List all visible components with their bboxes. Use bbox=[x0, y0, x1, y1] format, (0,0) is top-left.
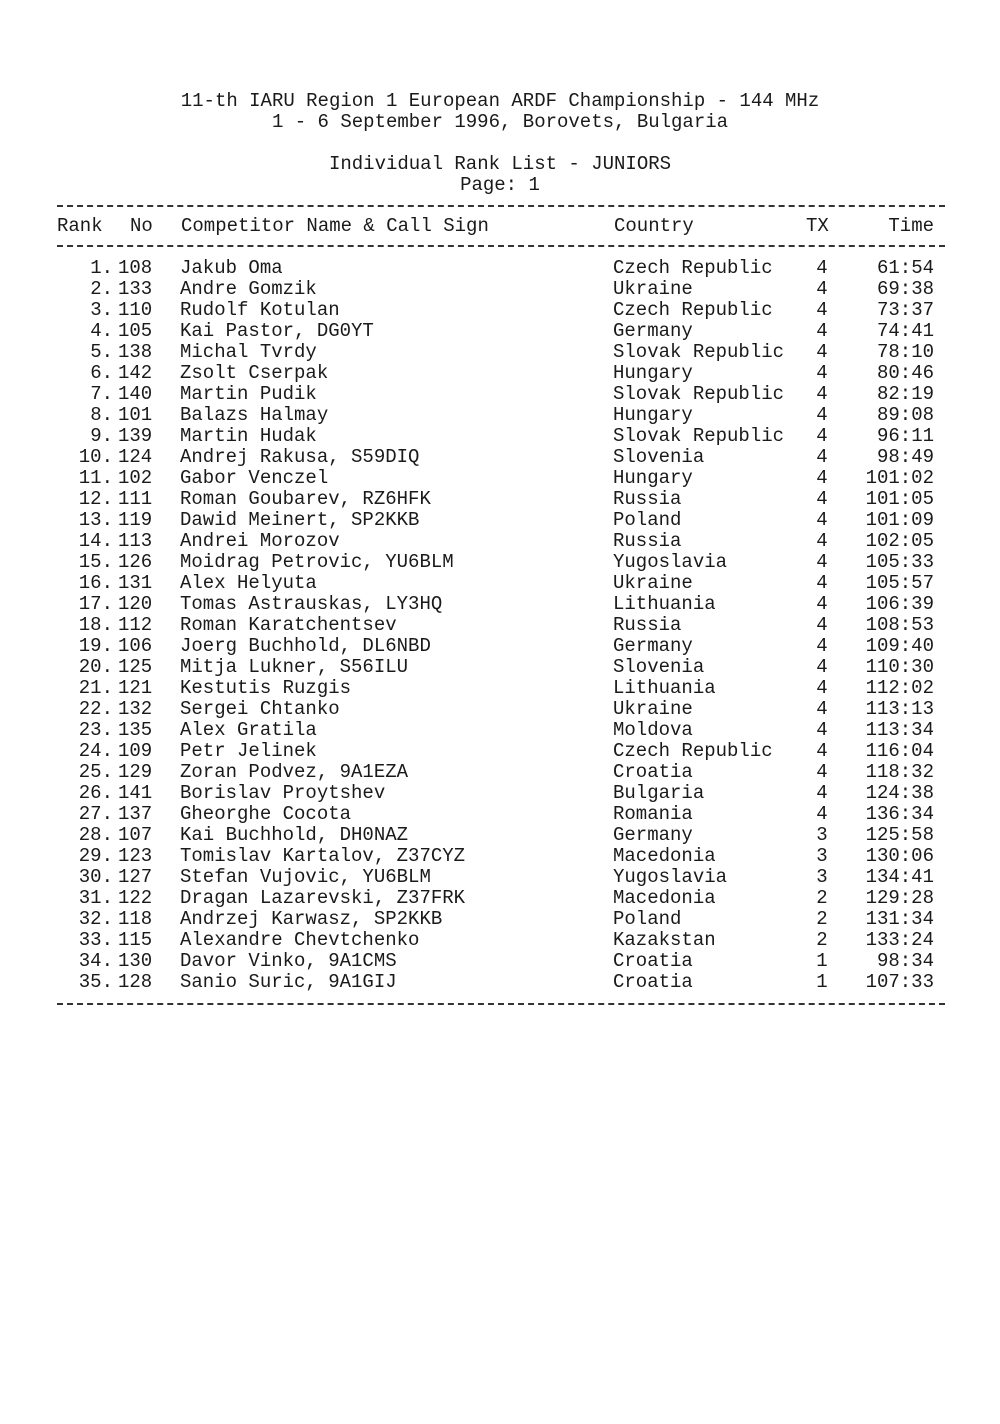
row-tx-count: 1 bbox=[816, 950, 828, 972]
row-country: Ukraine bbox=[613, 572, 693, 594]
row-time: 96:11 bbox=[876, 425, 934, 447]
table-row bbox=[0, 930, 1000, 951]
row-competitor-name: Kestutis Ruzgis bbox=[180, 677, 352, 699]
table-row bbox=[0, 909, 1000, 930]
row-tx-count: 4 bbox=[816, 320, 828, 342]
row-number: 128 bbox=[118, 971, 153, 993]
row-time: 101:09 bbox=[865, 509, 934, 531]
row-country: Russia bbox=[613, 530, 682, 552]
row-time: 105:57 bbox=[865, 572, 934, 594]
row-competitor-name: Andre Gomzik bbox=[180, 278, 317, 300]
row-competitor-name: Tomas Astrauskas, LY3HQ bbox=[180, 593, 443, 615]
row-number: 105 bbox=[118, 320, 153, 342]
row-number: 106 bbox=[118, 635, 153, 657]
row-tx-count: 4 bbox=[816, 572, 828, 594]
row-competitor-name: Martin Hudak bbox=[180, 425, 317, 447]
row-time: 110:30 bbox=[865, 656, 934, 678]
row-country: Ukraine bbox=[613, 278, 693, 300]
row-rank: 22. bbox=[78, 698, 113, 720]
row-country: Croatia bbox=[613, 950, 693, 972]
row-country: Kazakstan bbox=[613, 929, 716, 951]
row-country: Slovak Republic bbox=[613, 425, 785, 447]
divider-header bbox=[57, 245, 945, 247]
row-competitor-name: Petr Jelinek bbox=[180, 740, 317, 762]
column-header-rank: Rank bbox=[57, 215, 103, 237]
row-country: Slovenia bbox=[613, 656, 705, 678]
row-competitor-name: Jakub Oma bbox=[180, 257, 283, 279]
divider-top bbox=[57, 205, 945, 207]
row-time: 98:34 bbox=[876, 950, 934, 972]
row-tx-count: 4 bbox=[816, 593, 828, 615]
table-row bbox=[0, 699, 1000, 720]
row-time: 131:34 bbox=[865, 908, 934, 930]
row-rank: 10. bbox=[78, 446, 113, 468]
row-tx-count: 4 bbox=[816, 509, 828, 531]
row-competitor-name: Roman Goubarev, RZ6HFK bbox=[180, 488, 431, 510]
row-rank: 6. bbox=[90, 362, 113, 384]
row-rank: 16. bbox=[78, 572, 113, 594]
row-number: 130 bbox=[118, 950, 153, 972]
row-number: 123 bbox=[118, 845, 153, 867]
row-rank: 8. bbox=[90, 404, 113, 426]
row-tx-count: 4 bbox=[816, 257, 828, 279]
row-tx-count: 4 bbox=[816, 803, 828, 825]
row-number: 109 bbox=[118, 740, 153, 762]
row-number: 115 bbox=[118, 929, 153, 951]
table-row bbox=[0, 657, 1000, 678]
row-time: 102:05 bbox=[865, 530, 934, 552]
row-tx-count: 4 bbox=[816, 530, 828, 552]
row-time: 113:13 bbox=[865, 698, 934, 720]
row-tx-count: 4 bbox=[816, 425, 828, 447]
row-competitor-name: Andrei Morozov bbox=[180, 530, 340, 552]
row-competitor-name: Sanio Suric, 9A1GIJ bbox=[180, 971, 397, 993]
row-tx-count: 4 bbox=[816, 782, 828, 804]
row-number: 126 bbox=[118, 551, 153, 573]
table-row bbox=[0, 279, 1000, 300]
table-row bbox=[0, 258, 1000, 279]
row-country: Poland bbox=[613, 908, 682, 930]
row-tx-count: 4 bbox=[816, 614, 828, 636]
row-number: 112 bbox=[118, 614, 153, 636]
column-header-tx: TX bbox=[806, 215, 829, 237]
row-number: 125 bbox=[118, 656, 153, 678]
table-row bbox=[0, 972, 1000, 993]
row-country: Poland bbox=[613, 509, 682, 531]
list-subtitle: Individual Rank List - JUNIORS bbox=[328, 153, 672, 175]
row-country: Ukraine bbox=[613, 698, 693, 720]
row-rank: 7. bbox=[90, 383, 113, 405]
table-row bbox=[0, 720, 1000, 741]
row-competitor-name: Tomislav Kartalov, Z37CYZ bbox=[180, 845, 466, 867]
rank-table-body bbox=[0, 258, 1000, 993]
row-competitor-name: Rudolf Kotulan bbox=[180, 299, 340, 321]
row-rank: 29. bbox=[78, 845, 113, 867]
row-competitor-name: Stefan Vujovic, YU6BLM bbox=[180, 866, 431, 888]
row-number: 121 bbox=[118, 677, 153, 699]
row-time: 89:08 bbox=[876, 404, 934, 426]
row-rank: 4. bbox=[90, 320, 113, 342]
row-time: 125:58 bbox=[865, 824, 934, 846]
row-competitor-name: Kai Buchhold, DH0NAZ bbox=[180, 824, 409, 846]
page-number: Page: 1 bbox=[460, 174, 540, 196]
row-time: 101:05 bbox=[865, 488, 934, 510]
row-number: 101 bbox=[118, 404, 153, 426]
table-row bbox=[0, 321, 1000, 342]
row-country: Hungary bbox=[613, 362, 693, 384]
table-row bbox=[0, 783, 1000, 804]
table-row bbox=[0, 342, 1000, 363]
row-time: 108:53 bbox=[865, 614, 934, 636]
row-competitor-name: Alex Gratila bbox=[180, 719, 317, 741]
table-row bbox=[0, 510, 1000, 531]
column-header-no: No bbox=[130, 215, 153, 237]
row-country: Romania bbox=[613, 803, 693, 825]
row-country: Lithuania bbox=[613, 593, 716, 615]
row-tx-count: 4 bbox=[816, 383, 828, 405]
row-competitor-name: Zoran Podvez, 9A1EZA bbox=[180, 761, 409, 783]
row-rank: 5. bbox=[90, 341, 113, 363]
row-number: 124 bbox=[118, 446, 153, 468]
row-tx-count: 1 bbox=[816, 971, 828, 993]
row-competitor-name: Martin Pudik bbox=[180, 383, 317, 405]
row-rank: 32. bbox=[78, 908, 113, 930]
row-competitor-name: Mitja Lukner, S56ILU bbox=[180, 656, 409, 678]
row-competitor-name: Borislav Proytshev bbox=[180, 782, 386, 804]
column-header-time: Time bbox=[888, 215, 934, 237]
row-tx-count: 4 bbox=[816, 362, 828, 384]
row-number: 138 bbox=[118, 341, 153, 363]
row-time: 106:39 bbox=[865, 593, 934, 615]
row-tx-count: 4 bbox=[816, 761, 828, 783]
row-country: Moldova bbox=[613, 719, 693, 741]
row-rank: 14. bbox=[78, 530, 113, 552]
row-time: 124:38 bbox=[865, 782, 934, 804]
table-row bbox=[0, 552, 1000, 573]
row-tx-count: 4 bbox=[816, 299, 828, 321]
row-time: 136:34 bbox=[865, 803, 934, 825]
row-competitor-name: Michal Tvrdy bbox=[180, 341, 317, 363]
table-row bbox=[0, 762, 1000, 783]
row-time: 109:40 bbox=[865, 635, 934, 657]
row-country: Slovak Republic bbox=[613, 341, 785, 363]
row-tx-count: 2 bbox=[816, 887, 828, 909]
row-country: Croatia bbox=[613, 971, 693, 993]
row-competitor-name: Moidrag Petrovic, YU6BLM bbox=[180, 551, 454, 573]
row-competitor-name: Roman Karatchentsev bbox=[180, 614, 397, 636]
championship-title: 11-th IARU Region 1 European ARDF Championship - 144 MHz bbox=[180, 90, 820, 112]
row-country: Germany bbox=[613, 635, 693, 657]
row-rank: 2. bbox=[90, 278, 113, 300]
row-competitor-name: Alex Helyuta bbox=[180, 572, 317, 594]
row-competitor-name: Gabor Venczel bbox=[180, 467, 329, 489]
row-time: 73:37 bbox=[876, 299, 934, 321]
row-rank: 28. bbox=[78, 824, 113, 846]
row-time: 112:02 bbox=[865, 677, 934, 699]
column-header-name: Competitor Name & Call Sign bbox=[181, 215, 489, 237]
row-rank: 17. bbox=[78, 593, 113, 615]
row-country: Russia bbox=[613, 614, 682, 636]
divider-bottom bbox=[57, 1003, 945, 1005]
row-country: Hungary bbox=[613, 404, 693, 426]
row-tx-count: 4 bbox=[816, 719, 828, 741]
row-tx-count: 4 bbox=[816, 740, 828, 762]
row-time: 74:41 bbox=[876, 320, 934, 342]
row-tx-count: 4 bbox=[816, 404, 828, 426]
row-time: 78:10 bbox=[876, 341, 934, 363]
row-rank: 19. bbox=[78, 635, 113, 657]
row-number: 127 bbox=[118, 866, 153, 888]
row-country: Czech Republic bbox=[613, 257, 773, 279]
table-row bbox=[0, 363, 1000, 384]
row-country: Bulgaria bbox=[613, 782, 705, 804]
row-number: 129 bbox=[118, 761, 153, 783]
row-time: 118:32 bbox=[865, 761, 934, 783]
row-number: 113 bbox=[118, 530, 153, 552]
row-time: 101:02 bbox=[865, 467, 934, 489]
row-number: 137 bbox=[118, 803, 153, 825]
table-row bbox=[0, 636, 1000, 657]
row-time: 107:33 bbox=[865, 971, 934, 993]
row-tx-count: 4 bbox=[816, 677, 828, 699]
row-number: 131 bbox=[118, 572, 153, 594]
row-number: 119 bbox=[118, 509, 153, 531]
row-number: 118 bbox=[118, 908, 153, 930]
row-rank: 21. bbox=[78, 677, 113, 699]
row-rank: 31. bbox=[78, 887, 113, 909]
row-rank: 34. bbox=[78, 950, 113, 972]
row-country: Slovenia bbox=[613, 446, 705, 468]
row-time: 133:24 bbox=[865, 929, 934, 951]
row-country: Czech Republic bbox=[613, 740, 773, 762]
row-rank: 24. bbox=[78, 740, 113, 762]
row-number: 110 bbox=[118, 299, 153, 321]
row-number: 108 bbox=[118, 257, 153, 279]
row-tx-count: 4 bbox=[816, 467, 828, 489]
row-tx-count: 4 bbox=[816, 488, 828, 510]
table-row bbox=[0, 426, 1000, 447]
table-row bbox=[0, 594, 1000, 615]
row-rank: 26. bbox=[78, 782, 113, 804]
row-number: 142 bbox=[118, 362, 153, 384]
row-country: Germany bbox=[613, 824, 693, 846]
row-competitor-name: Andrzej Karwasz, SP2KKB bbox=[180, 908, 443, 930]
row-number: 141 bbox=[118, 782, 153, 804]
row-time: 69:38 bbox=[876, 278, 934, 300]
row-competitor-name: Kai Pastor, DG0YT bbox=[180, 320, 374, 342]
row-rank: 30. bbox=[78, 866, 113, 888]
row-tx-count: 4 bbox=[816, 278, 828, 300]
row-tx-count: 4 bbox=[816, 656, 828, 678]
row-rank: 12. bbox=[78, 488, 113, 510]
row-rank: 18. bbox=[78, 614, 113, 636]
row-competitor-name: Dawid Meinert, SP2KKB bbox=[180, 509, 420, 531]
table-row bbox=[0, 384, 1000, 405]
row-competitor-name: Dragan Lazarevski, Z37FRK bbox=[180, 887, 466, 909]
row-time: 98:49 bbox=[876, 446, 934, 468]
table-row bbox=[0, 846, 1000, 867]
table-row bbox=[0, 615, 1000, 636]
row-tx-count: 3 bbox=[816, 845, 828, 867]
row-competitor-name: Gheorghe Cocota bbox=[180, 803, 352, 825]
row-tx-count: 4 bbox=[816, 698, 828, 720]
table-row bbox=[0, 804, 1000, 825]
row-number: 132 bbox=[118, 698, 153, 720]
row-country: Yugoslavia bbox=[613, 866, 728, 888]
row-rank: 11. bbox=[78, 467, 113, 489]
row-competitor-name: Balazs Halmay bbox=[180, 404, 329, 426]
row-tx-count: 4 bbox=[816, 341, 828, 363]
row-rank: 13. bbox=[78, 509, 113, 531]
row-rank: 27. bbox=[78, 803, 113, 825]
table-row bbox=[0, 447, 1000, 468]
table-row bbox=[0, 405, 1000, 426]
row-rank: 35. bbox=[78, 971, 113, 993]
row-time: 113:34 bbox=[865, 719, 934, 741]
row-time: 82:19 bbox=[876, 383, 934, 405]
row-country: Macedonia bbox=[613, 887, 716, 909]
row-number: 133 bbox=[118, 278, 153, 300]
row-number: 135 bbox=[118, 719, 153, 741]
column-header-country: Country bbox=[614, 215, 694, 237]
championship-dates-location: 1 - 6 September 1996, Borovets, Bulgaria bbox=[271, 111, 729, 133]
row-rank: 20. bbox=[78, 656, 113, 678]
row-country: Germany bbox=[613, 320, 693, 342]
row-time: 105:33 bbox=[865, 551, 934, 573]
row-country: Russia bbox=[613, 488, 682, 510]
row-tx-count: 2 bbox=[816, 908, 828, 930]
table-row bbox=[0, 468, 1000, 489]
table-row bbox=[0, 489, 1000, 510]
table-row bbox=[0, 825, 1000, 846]
row-number: 120 bbox=[118, 593, 153, 615]
row-time: 130:06 bbox=[865, 845, 934, 867]
row-competitor-name: Sergei Chtanko bbox=[180, 698, 340, 720]
row-tx-count: 2 bbox=[816, 929, 828, 951]
table-row bbox=[0, 888, 1000, 909]
row-rank: 33. bbox=[78, 929, 113, 951]
row-competitor-name: Andrej Rakusa, S59DIQ bbox=[180, 446, 420, 468]
row-tx-count: 3 bbox=[816, 824, 828, 846]
row-competitor-name: Davor Vinko, 9A1CMS bbox=[180, 950, 397, 972]
row-time: 61:54 bbox=[876, 257, 934, 279]
row-country: Croatia bbox=[613, 761, 693, 783]
table-row bbox=[0, 300, 1000, 321]
row-rank: 9. bbox=[90, 425, 113, 447]
row-country: Czech Republic bbox=[613, 299, 773, 321]
row-tx-count: 4 bbox=[816, 551, 828, 573]
table-row bbox=[0, 573, 1000, 594]
row-time: 80:46 bbox=[876, 362, 934, 384]
row-country: Yugoslavia bbox=[613, 551, 728, 573]
row-number: 122 bbox=[118, 887, 153, 909]
row-rank: 23. bbox=[78, 719, 113, 741]
row-country: Lithuania bbox=[613, 677, 716, 699]
table-row bbox=[0, 867, 1000, 888]
row-country: Macedonia bbox=[613, 845, 716, 867]
row-time: 116:04 bbox=[865, 740, 934, 762]
row-number: 139 bbox=[118, 425, 153, 447]
row-rank: 3. bbox=[90, 299, 113, 321]
table-row bbox=[0, 951, 1000, 972]
row-tx-count: 4 bbox=[816, 446, 828, 468]
row-rank: 25. bbox=[78, 761, 113, 783]
row-number: 107 bbox=[118, 824, 153, 846]
row-country: Slovak Republic bbox=[613, 383, 785, 405]
row-rank: 15. bbox=[78, 551, 113, 573]
row-time: 134:41 bbox=[865, 866, 934, 888]
row-country: Hungary bbox=[613, 467, 693, 489]
table-row bbox=[0, 741, 1000, 762]
row-number: 140 bbox=[118, 383, 153, 405]
row-competitor-name: Zsolt Cserpak bbox=[180, 362, 329, 384]
row-time: 129:28 bbox=[865, 887, 934, 909]
row-competitor-name: Alexandre Chevtchenko bbox=[180, 929, 420, 951]
row-rank: 1. bbox=[90, 257, 113, 279]
table-row bbox=[0, 678, 1000, 699]
row-tx-count: 4 bbox=[816, 635, 828, 657]
table-row bbox=[0, 531, 1000, 552]
row-number: 111 bbox=[118, 488, 153, 510]
row-number: 102 bbox=[118, 467, 153, 489]
row-competitor-name: Joerg Buchhold, DL6NBD bbox=[180, 635, 431, 657]
row-tx-count: 3 bbox=[816, 866, 828, 888]
